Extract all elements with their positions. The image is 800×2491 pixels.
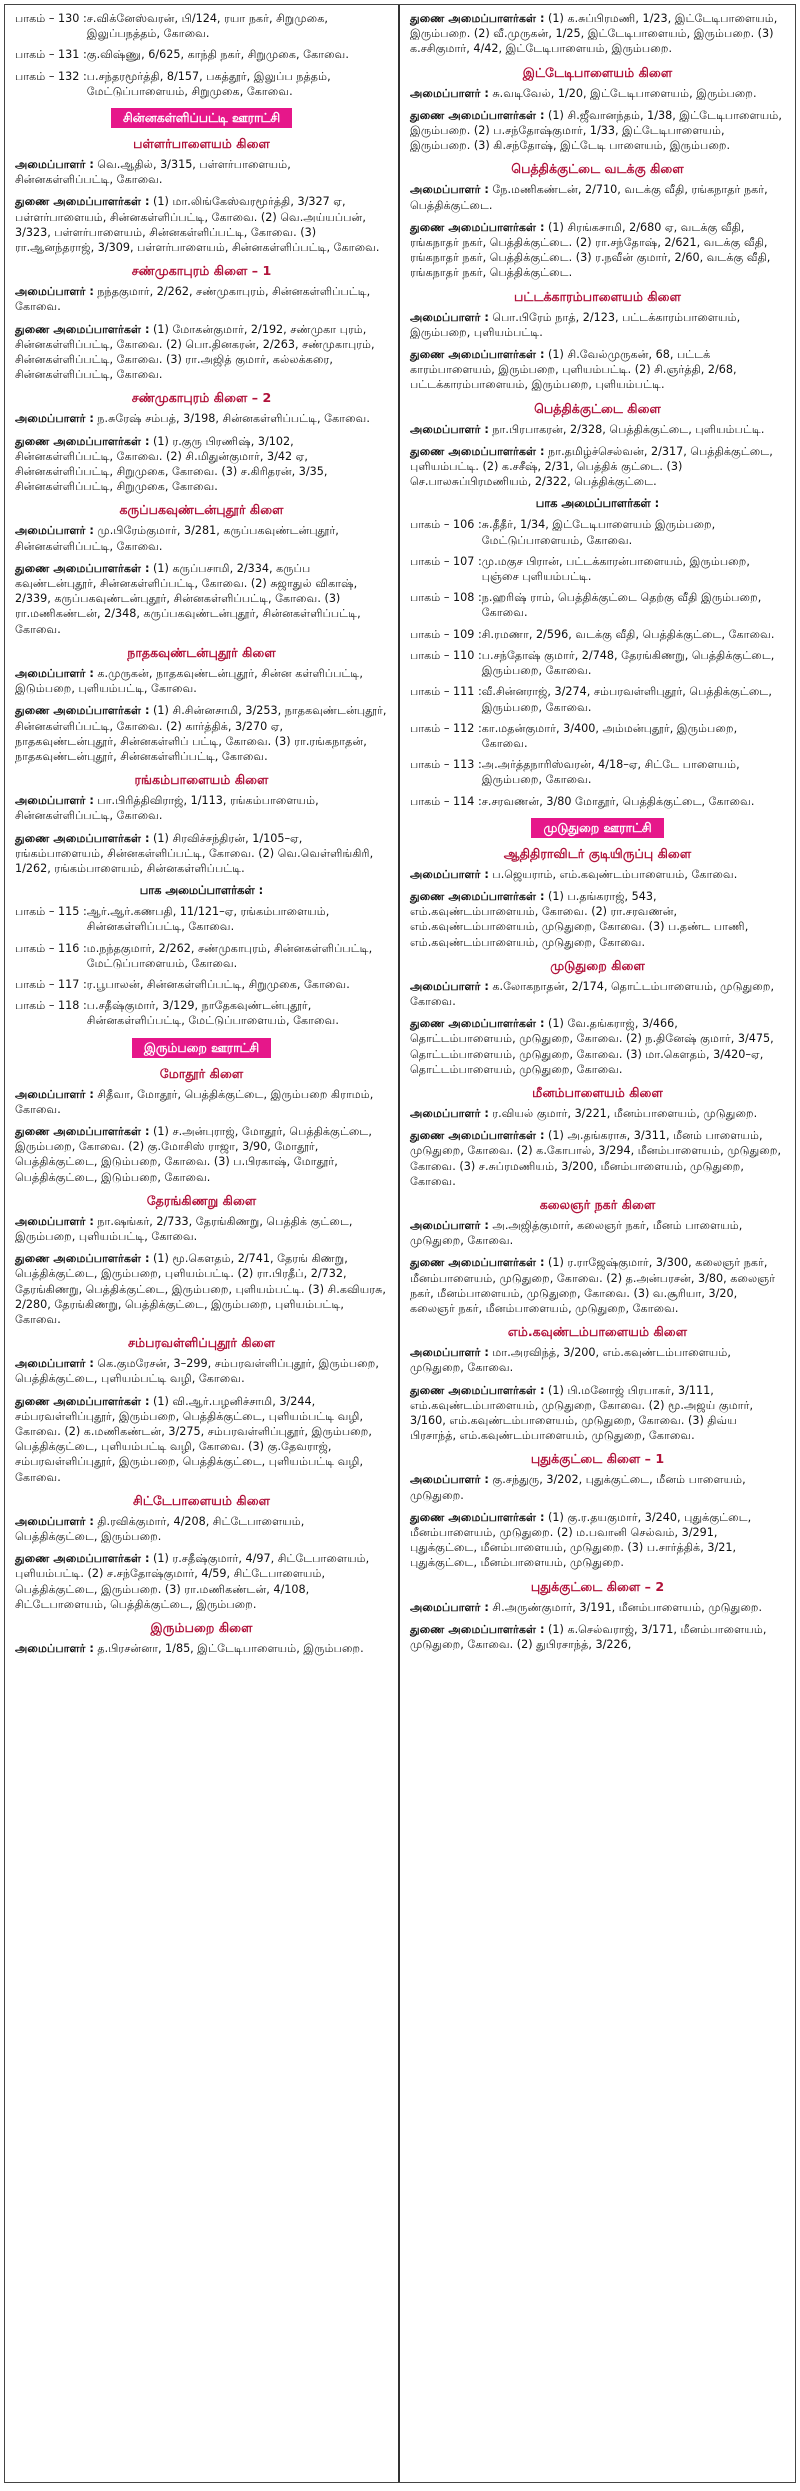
- organiser-entry: [410, 422, 785, 437]
- organiser-entry: [410, 1622, 785, 1652]
- organiser-entry: [15, 523, 388, 553]
- role-label: துணை அமைப்பாளர்கள் :: [410, 889, 545, 903]
- organiser-details: ந.சுரேஷ் சம்பத், 3/198, சின்னகள்ளிப்பட்டி, கோவை.: [93, 412, 370, 426]
- role-label: துணை அமைப்பாளர்கள் :: [15, 561, 150, 575]
- section-subheading: பாக அமைப்பாளர்கள் :: [139, 883, 264, 898]
- organiser-details: நே.மணிகண்டன், 2/710, வடக்கு வீதி, ரங்கநாதர் நகர், பெத்திக்குட்டை.: [410, 183, 768, 212]
- organiser-details: நா.ஷங்கர், 2/733, தேரங்கிணறு, பெத்திக் குட்டை, இரும்பறை, புளியம்பட்டி, கோவை.: [15, 1214, 353, 1243]
- role-label: அமைப்பாளர் :: [410, 422, 489, 436]
- organiser-entry: [15, 1251, 388, 1327]
- part-organiser-details: சி.ரமணா, 2/596, வடக்கு வீதி, பெத்திக்குட்டை, கோவை.: [481, 627, 775, 641]
- organiser-entry: [15, 793, 388, 823]
- organiser-entry: [15, 322, 388, 383]
- branch-heading: ஆதிதிராவிடர் குடியிருப்பு கிளை: [503, 845, 692, 861]
- section-subheading: பாக அமைப்பாளர்கள் :: [535, 496, 660, 511]
- branch-heading: எம்.கவுண்டம்பாளையம் கிளை: [507, 1324, 688, 1340]
- organiser-details: (1) வி.ஆர்.பழனிச்சாமி, 3/244, சம்பரவள்ளிப்புதூர், இரும்பறை, பெத்திக்குட்டை, புளியம்பட்டி வழி, கோவை. (2) க.மணிகண்டன், 3/275, சம்பரவள்ளிப்புதூர், இரும்பறை, பெத்திக்குட்டை, புளியம்பட்டி வழி, கோவை. (3) கு.தேவராஜ், சம்பரவள்ளிப்புதூர், இரும்பறை, பெத்திக்குட்டை, புளியம்பட்டி வழி, கோவை.: [15, 1394, 372, 1484]
- organiser-details: (1) அ.தங்கராசு, 3/311, மீனம் பாளையம், முடுதுறை, கோவை. (2) க.கோபால், 3/294, மீனம்பாளையம், முடுதுறை, கோவை. (3) ச.சுப்ரமணியம், 3/200, மீனம்பாளையம், முடுதுறை, கோவை.: [410, 1129, 782, 1188]
- part-organiser-row: [410, 554, 785, 584]
- role-label: அமைப்பாளர் :: [410, 183, 489, 197]
- organiser-entry: [410, 1218, 785, 1248]
- panchayat-banner: [15, 108, 388, 128]
- role-label: துணை அமைப்பாளர்கள் :: [15, 831, 150, 845]
- organiser-details: சி.அருண்குமார், 3/191, மீனம்பாளையம், முடுதுறை.: [488, 1600, 763, 1614]
- organiser-details: (1) ப.தங்கராஜ், 543, எம்.கவுண்டம்பாளையம், கோவை. (2) ரா.சரவணன், எம்.கவுண்டம்பாளையம், முடுதுறை, கோவை. (3) ப.தண்ட பாணி, எம்.கவுண்டம்பாளையம், முடுதுறை, கோவை.: [410, 889, 749, 949]
- organiser-entry: [410, 347, 785, 393]
- branch-heading: பட்டக்காரம்பாளையம் கிளை: [514, 288, 681, 304]
- part-number: பாகம் – 132 :: [15, 69, 87, 83]
- organiser-details: (1) பி.மனோஜ் பிரபாகர், 3/111, எம்.கவுண்டம்பாளையம், முடுதுறை, கோவை. (2) மூ.அஜய் குமார், 3/160, எம்.கவுண்டம்பாளையம், முடுதுறை, கோவை. (3) திவ்ய பிரசாந்த், எம்.கவுண்டம்பாளையம், முடுதுறை, கோவை.: [410, 1383, 754, 1443]
- branch-heading: பெத்திக்குட்டை கிளை: [534, 400, 661, 416]
- organiser-details: க.முருகன், நாதகவுண்டன்புதூர், சின்ன கள்ளிப்பட்டி, இடும்பறை, புளியம்பட்டி, கோவை.: [15, 666, 363, 696]
- role-label: அமைப்பாளர் :: [410, 867, 489, 881]
- organiser-entry: [15, 1087, 388, 1117]
- part-number: பாகம் – 112 :: [410, 721, 482, 735]
- role-label: அமைப்பாளர் :: [15, 666, 94, 680]
- part-organiser-details: ர.பூபாலன், சின்னகள்ளிப்பட்டி, சிறுமுகை, கோவை.: [86, 977, 350, 991]
- organiser-details: (1) ர.சதீஷ்குமார், 4/97, சிட்டேபாளையம், புளியம்பட்டி. (2) ச.சந்தோஷ்குமார், 4/59, சிட்டேபாளையம், பெத்திக்குட்டை, இரும்பறை. (3) ரா.மணிகண்டன், 4/108, சிட்டேபாளையம், பெத்திக்குட்டை, இரும்பறை.: [15, 1552, 370, 1611]
- role-label: துணை அமைப்பாளர்கள் :: [410, 1622, 545, 1636]
- left-column: [5, 5, 400, 2482]
- part-number: பாகம் – 107 :: [410, 554, 482, 568]
- organiser-details: (1) சி.சின்னசாமி, 3/253, நாதகவுண்டன்புதூர், சின்னகள்ளிப்பட்டி, கோவை. (2) கார்த்திக், 3/270 ஏ, நாதகவுண்டன்புதூர், சின்னகள்ளிப் பட்டி, கோவை. (3) ரா.ரங்கநாதன், நாதகவுண்டன்புதூர், சின்னகள்ளிப்பட்டி, கோவை.: [15, 704, 387, 763]
- part-organiser-row: [15, 11, 388, 41]
- role-label: அமைப்பாளர் :: [15, 1642, 94, 1656]
- organiser-details: (1) மா.லிங்கேஸ்வரமூர்த்தி, 3/327 ஏ, பள்ளர்பாளையம், சின்னகள்ளிப்பட்டி, கோவை. (2) வெ.அய்யப்பன், 3/323, பள்ளர்பாளையம், சின்னகள்ளிப்பட்டி, கோவை. (3) ரா.ஆனந்தராஜ், 3/309, பள்ளர்பாளையம், சின்னகள்ளிப்பட்டி, கோவை.: [15, 195, 380, 255]
- organiser-details: (1) ர.ராஜேஷ்குமார், 3/300, கலைஞர் நகர், மீனம்பாளையம், முடுதுறை, கோவை. (2) த.அன்பரசன், 3/80, கலைஞர் நகர், மீனம்பாளையம், முடுதுறை, கோவை. (3) வ.சூரியா, 3/20, கலைஞர் நகர், மீனம்பாளையம், முடுதுறை, கோவை.: [410, 1256, 776, 1315]
- part-number: பாகம் – 117 :: [15, 977, 87, 991]
- part-number: பாகம் – 109 :: [410, 627, 482, 641]
- branch-heading: சண்முகாபுரம் கிளை – 2: [131, 390, 272, 406]
- organiser-details: (1) கு.ர.தயகுமார், 3/240, புதுக்குட்டை, மீனம்பாளையம், முடுதுறை. (2) ம.பவானி செல்வம், 3/291, புதுக்குட்டை, மீனம்பாளையம், முடுதுறை. (3) ப.சார்த்திக், 3/21, புதுக்குட்டை, மீனம்பாளையம், முடுதுறை.: [410, 1510, 752, 1570]
- organiser-entry: [410, 1600, 785, 1615]
- panchayat-banner: [410, 818, 785, 838]
- branch-heading: ரங்கம்பாளையம் கிளை: [134, 772, 269, 788]
- role-label: துணை அமைப்பாளர்கள் :: [15, 1252, 150, 1266]
- part-organiser-details: கா.மதன்குமார், 3/400, அம்மன்புதூர், இரும்பறை, கோவை.: [481, 721, 738, 750]
- organiser-details: கு.சந்துரு, 3/202, புதுக்குட்டை, மீனம் பாளையம், முடுதுறை.: [410, 1473, 746, 1502]
- role-label: அமைப்பாளர் :: [410, 86, 489, 100]
- role-label: துணை அமைப்பாளர்கள் :: [15, 1124, 150, 1138]
- role-label: அமைப்பாளர் :: [15, 412, 94, 426]
- organiser-entry: [15, 157, 388, 187]
- organiser-entry: [15, 284, 388, 314]
- part-organiser-details: ப.சந்தோஷ் குமார், 2/748, தேரங்கிணறு, பெத்திக்குட்டை, இரும்பறை, கோவை.: [481, 648, 775, 678]
- organiser-details: நா.தமிழ்ச்செல்வன், 2/317, பெத்திக்குட்டை, புளியம்பட்டி. (2) க.சசீஷ், 2/31, பெத்திக் குட்டை. (3) செ.பாலசுப்பிரமணியம், 2/322, பெத்திக்குட்டை.: [410, 444, 773, 489]
- organiser-details: க.லோகநாதன், 2/174, தொட்டம்பாளையம், முடுதுறை, கோவை.: [410, 979, 775, 1008]
- role-label: அமைப்பாளர் :: [410, 1600, 489, 1614]
- organiser-entry: [410, 1016, 785, 1077]
- branch-heading: சண்முகாபுரம் கிளை – 1: [131, 263, 272, 279]
- role-label: துணை அமைப்பாளர்கள் :: [410, 108, 545, 122]
- panchayat-title: இரும்பறை ஊராட்சி: [132, 1038, 271, 1058]
- part-organiser-row: [15, 977, 388, 992]
- role-label: அமைப்பாளர் :: [15, 1087, 94, 1101]
- organiser-entry: [15, 1356, 388, 1386]
- branch-heading: சம்பரவள்ளிப்புதூர் கிளை: [128, 1335, 275, 1351]
- part-number: பாகம் – 111 :: [410, 685, 482, 699]
- part-organiser-row: [15, 47, 388, 62]
- role-label: அமைப்பாளர் :: [410, 979, 489, 993]
- branch-heading: புதுக்குட்டை கிளை – 2: [530, 1578, 665, 1594]
- part-number: பாகம் – 116 :: [15, 941, 87, 955]
- part-number: பாகம் – 114 :: [410, 794, 482, 808]
- branch-heading: கருப்பகவுண்டன்புதூர் கிளை: [119, 502, 284, 518]
- organiser-entry: [410, 86, 785, 101]
- organiser-entry: [15, 411, 388, 426]
- role-label: அமைப்பாளர் :: [410, 310, 489, 324]
- part-number: பாகம் – 130 :: [15, 12, 87, 25]
- part-number: பாகம் – 113 :: [410, 758, 482, 772]
- branch-heading: மோதூர் கிளை: [159, 1065, 244, 1081]
- organiser-details: கெ.குமரேசன், 3–299, சம்பரவள்ளிப்புதூர், இரும்பறை, பெத்திக்குட்டை, புளியம்பட்டி வழி, கோவை.: [15, 1357, 379, 1386]
- part-organiser-details: மு.மகுச பிரான், பட்டக்காரன்பாளையம், இரும்பறை, புஞ்சை புளியம்பட்டி.: [481, 554, 750, 584]
- role-label: துணை அமைப்பாளர்கள் :: [410, 1129, 545, 1143]
- branch-heading: மீனம்பாளையம் கிளை: [532, 1084, 663, 1100]
- part-organiser-details: ச.விக்னேஸ்வரன், பி/124, ரயா நகர், சிறுமுகை, இலுப்பநத்தம், கோவை.: [86, 12, 328, 41]
- branch-heading: நாதகவுண்டன்புதூர் கிளை: [127, 644, 276, 660]
- branch-heading: இட்டேடிபாளையம் கிளை: [522, 64, 673, 80]
- organiser-entry: [410, 182, 785, 212]
- organiser-details: (1) சிரவிச்சந்திரன், 1/105–ஏ, ரங்கம்பாளையம், சின்னகள்ளிப்பட்டி, கோவை. (2) வெ.வெள்ளிங்கிரி, 1/262, ரங்கம்பாளையம், சின்னகள்ளிப்பட்டி.: [15, 831, 374, 875]
- part-number: பாகம் – 110 :: [410, 648, 482, 662]
- organiser-entry: [410, 1472, 785, 1502]
- organiser-entry: [15, 703, 388, 764]
- part-number: பாகம் – 108 :: [410, 591, 482, 605]
- role-label: அமைப்பாளர் :: [410, 1346, 489, 1360]
- role-label: துணை அமைப்பாளர்கள் :: [15, 1394, 150, 1408]
- role-label: துணை அமைப்பாளர்கள் :: [410, 1017, 545, 1031]
- organiser-details: (1) க.சுப்பிரமணி, 1/23, இட்டேடிபாளையம், இரும்பறை. (2) வீ.முருகன், 1/25, இட்டேடிபாளையம், இரும்பறை. (3) க.சசிகுமார், 4/42, இட்டேடிபாளையம், இரும்பறை.: [410, 12, 778, 56]
- organiser-entry: [410, 1510, 785, 1571]
- organiser-details: பொ.பிரேம் நாத், 2/123, பட்டக்காரம்பாளையம், இரும்பறை, புளியம்பட்டி.: [410, 310, 741, 339]
- right-column: [400, 5, 795, 2482]
- role-label: துணை அமைப்பாளர்கள் :: [410, 220, 545, 234]
- organiser-entry: [410, 979, 785, 1009]
- organiser-entry: [15, 666, 388, 696]
- part-organiser-row: [410, 648, 785, 678]
- role-label: துணை அமைப்பாளர்கள் :: [15, 322, 150, 336]
- part-number: பாகம் – 131 :: [15, 48, 87, 62]
- part-organiser-row: [410, 590, 785, 620]
- panchayat-title: சின்னகள்ளிப்பட்டி ஊராட்சி: [111, 108, 292, 128]
- organiser-details: (1) க.செல்வராஜ், 3/171, மீனம்பாளையம், முடுதுறை, கோவை. (2) துபிரசாந்த், 3/226,: [410, 1622, 767, 1652]
- panchayat-banner: [15, 1038, 388, 1058]
- organiser-entry: [410, 1255, 785, 1316]
- part-number: பாகம் – 118 :: [15, 999, 87, 1013]
- organiser-entry: [410, 889, 785, 950]
- part-organiser-details: கு.விஷ்ணு, 6/625, காந்தி நகர், சிறுமுகை, கோவை.: [86, 48, 349, 62]
- role-label: துணை அமைப்பாளர்கள் :: [410, 1383, 545, 1397]
- organiser-details: த.பிரசன்னா, 1/85, இட்டேடிபாளையம், இரும்பறை.: [93, 1642, 364, 1656]
- role-label: அமைப்பாளர் :: [410, 1106, 489, 1120]
- role-label: அமைப்பாளர் :: [15, 1357, 94, 1371]
- role-label: துணை அமைப்பாளர்கள் :: [15, 704, 150, 718]
- part-organiser-details: ந.ஹரிஷ் ராம், பெத்திக்குட்டை தெற்கு வீதி இரும்பறை, கோவை.: [481, 591, 762, 620]
- newspaper-page: [4, 4, 796, 2483]
- part-organiser-row: [410, 684, 785, 714]
- organiser-details: (1) ர.குரு பிரணிஷ், 3/102, சின்னகள்ளிப்பட்டி, கோவை. (2) சி.மிதுன்குமார், 3/42 ஏ, சின்னகள்ளிப்பட்டி, சிறுமுகை, கோவை. (3) ச.கிரிதரன், 3/35, சின்னகள்ளிப்பட்டி, சிறுமுகை, கோவை.: [15, 434, 328, 494]
- branch-heading: தேரங்கிணறு கிளை: [146, 1192, 257, 1208]
- part-organiser-row: [410, 517, 785, 547]
- role-label: அமைப்பாளர் :: [410, 1218, 489, 1232]
- organiser-entry: [410, 11, 785, 57]
- organiser-details: (1) மூ.கௌதம், 2/741, தேரங் கிணறு, பெத்திக்குட்டை, இரும்பறை, புளியம்பட்டி. (2) ரா.பிரதீப், 2/732, தேரங்கிணறு, பெத்திக்குட்டை, இரும்பறை, புளியம்பட்டி. (3) சி.கவியரசு, 2/280, தேரங்கிணறு, பெத்திக்குட்டை, இரும்பறை, புளியம்பட்டி, கோவை.: [15, 1252, 386, 1326]
- branch-heading: பெத்திக்குட்டை வடக்கு கிளை: [511, 161, 684, 177]
- branch-heading: சிட்டேபாளையம் கிளை: [132, 1492, 270, 1508]
- organiser-entry: [15, 831, 388, 877]
- organiser-entry: [410, 867, 785, 882]
- role-label: அமைப்பாளர் :: [15, 794, 94, 808]
- organiser-entry: [15, 194, 388, 255]
- organiser-details: (1) சிரங்கசாமி, 2/680 ஏ, வடக்கு வீதி, ரங்கநாதர் நகர், பெத்திக்குட்டை. (2) ரா.சந்தோஷ், 2/621, வடக்கு வீதி, ரங்கநாதர் நகர், பெத்திக்குட்டை. (3) ர.நவீன் குமார், 2/60, வடக்கு வீதி, ரங்கநாதர் நகர், பெத்திக்குட்டை.: [410, 220, 771, 280]
- branch-heading: முடுதுறை கிளை: [550, 957, 645, 973]
- organiser-details: நா.பிரபாகரன், 2/328, பெத்திக்குட்டை, புளியம்பட்டி.: [488, 422, 765, 436]
- organiser-entry: [15, 1514, 388, 1544]
- organiser-entry: [15, 1214, 388, 1244]
- role-label: அமைப்பாளர் :: [15, 285, 94, 299]
- part-organiser-row: [15, 998, 388, 1028]
- role-label: துணை அமைப்பாளர்கள் :: [410, 348, 545, 362]
- part-organiser-row: [15, 941, 388, 971]
- role-label: அமைப்பாளர் :: [410, 1473, 489, 1487]
- organiser-details: சிதீவா, மோதூர், பெத்திக்குட்டை, இரும்பறை கிராமம், கோவை.: [15, 1087, 374, 1116]
- organiser-details: அ.அஜித்குமார், கலைஞர் நகர், மீனம் பாளையம், முடுதுறை, கோவை.: [410, 1218, 743, 1248]
- role-label: அமைப்பாளர் :: [15, 1514, 94, 1528]
- part-organiser-row: [410, 627, 785, 642]
- role-label: துணை அமைப்பாளர்கள் :: [15, 1552, 150, 1566]
- branch-heading: கலைஞர் நகர் கிளை: [539, 1196, 656, 1212]
- role-label: துணை அமைப்பாளர்கள் :: [410, 1256, 545, 1270]
- organiser-details: சு.வடிவேல், 1/20, இட்டேடிபாளையம், இரும்பறை.: [488, 86, 757, 100]
- role-label: அமைப்பாளர் :: [15, 158, 94, 172]
- part-organiser-details: ம.நந்தகுமார், 2/262, சண்முகாபுரம், சின்னகள்ளிப்பட்டி, மேட்டுப்பாளையம், கோவை.: [86, 941, 373, 970]
- organiser-entry: [410, 310, 785, 340]
- role-label: துணை அமைப்பாளர்கள் :: [410, 1510, 545, 1524]
- organiser-entry: [15, 434, 388, 495]
- organiser-details: பா.பிரித்திவிராஜ், 1/113, ரங்கம்பாளையம், சின்னகள்ளிப்பட்டி, கோவை.: [15, 794, 319, 823]
- organiser-entry: [410, 220, 785, 281]
- role-label: துணை அமைப்பாளர்கள் :: [410, 444, 545, 458]
- part-organiser-details: சு.தீதீர், 1/34, இட்டேடிபாளையம் இரும்பறை, மேட்டுப்பாளையம், கோவை.: [481, 518, 716, 547]
- organiser-details: (1) கருப்பசாமி, 2/334, கருப்ப கவுண்டன்புதூர், சின்னகள்ளிப்பட்டி, கோவை. (2) சுஜாதுல் விகாஷ், 2/339, கருப்பகவுண்டன்புதூர், சின்னகள்ளிப்பட்டி, கோவை. (3) ரா.மணிகண்டன், 2/348, கருப்பகவுண்டன்புதூர், சின்னகள்ளிப்பட்டி, கோவை.: [15, 561, 361, 636]
- part-organiser-row: [410, 721, 785, 751]
- role-label: அமைப்பாளர் :: [15, 1214, 94, 1228]
- part-organiser-details: அ.அர்த்தநாரிஸ்வரன், 4/18–ஏ, சிட்டே பாளையம், இரும்பறை, கோவை.: [481, 758, 740, 787]
- organiser-details: (1) ச.அன்புராஜ், மோதூர், பெத்திக்குட்டை, இரும்பறை, கோவை. (2) கு.மோசிஸ் ராஜா, 3/90, மோதூர், பெத்திக்குட்டை, இடும்பறை, கோவை. (3) ப.பிரகாஷ், மோதூர், பெத்திக்குட்டை, இடும்பறை, கோவை.: [15, 1124, 372, 1184]
- role-label: துணை அமைப்பாளர்கள் :: [410, 12, 545, 25]
- organiser-details: (1) வே.தங்கராஜ், 3/466, தொட்டம்பாளையம், முடுதுறை, கோவை. (2) ந.தினேஷ் குமார், 3/475, தொட்டம்பாளையம், முடுதுறை, கோவை. (3) மா.கௌதம், 3/420–ஏ, தொட்டம்பாளையம், முடுதுறை, கோவை.: [410, 1017, 774, 1076]
- part-organiser-row: [410, 757, 785, 787]
- role-label: அமைப்பாளர் :: [15, 524, 94, 538]
- role-label: துணை அமைப்பாளர்கள் :: [15, 434, 150, 448]
- organiser-details: மா.அரவிந்த், 3/200, எம்.கவுண்டம்பாளையம், முடுதுறை, கோவை.: [410, 1346, 731, 1375]
- organiser-entry: [410, 1383, 785, 1444]
- branch-heading: புதுக்குட்டை கிளை – 1: [530, 1451, 665, 1467]
- branch-heading: இரும்பறை கிளை: [150, 1620, 253, 1636]
- organiser-details: வெ.ஆதில், 3/315, பள்ளர்பாளையம், சின்னகள்ளிப்பட்டி, கோவை.: [15, 158, 291, 187]
- panchayat-title: முடுதுறை ஊராட்சி: [531, 818, 663, 838]
- part-number: பாகம் – 115 :: [15, 905, 87, 919]
- organiser-entry: [15, 1394, 388, 1485]
- organiser-details: மு.பிரேம்குமார், 3/281, கருப்பகவுண்டன்புதூர், சின்னகள்ளிப்பட்டி, கோவை.: [15, 524, 339, 553]
- organiser-details: ப.ஜெயராம், எம்.கவுண்டம்பாளையம், கோவை.: [488, 867, 738, 881]
- organiser-entry: [15, 1641, 388, 1656]
- branch-heading: பள்ளர்பாளையம் கிளை: [133, 136, 270, 152]
- organiser-details: ர.வியல் குமார், 3/221, மீனம்பாளையம், முடுதுறை.: [488, 1106, 758, 1120]
- role-label: துணை அமைப்பாளர்கள் :: [15, 195, 150, 209]
- part-organiser-details: ஆர்.ஆர்.கணபதி, 11/121–ஏ, ரங்கம்பாளையம், சின்னகள்ளிப்பட்டி, கோவை.: [86, 905, 330, 934]
- part-organiser-details: ப.சந்தரமூர்த்தி, 8/157, பகத்தூர், இலுப்ப நத்தம், மேட்டுப்பாளையம், சிறுமுகை, கோவை.: [86, 69, 331, 98]
- organiser-entry: [410, 1106, 785, 1121]
- organiser-details: (1) மோகன்குமார், 2/192, சண்முகா புரம், சின்னகள்ளிப்பட்டி, கோவை. (2) பொ.தினகரன், 2/263, சண்முகாபுரம், சின்னகள்ளிப்பட்டி, கோவை. (3) ரா.அஜித் குமார், கல்லக்கரை, சின்னகள்ளிப்பட்டி, கோவை.: [15, 322, 375, 382]
- organiser-entry: [15, 1551, 388, 1612]
- part-organiser-row: [410, 794, 785, 809]
- part-number: பாகம் – 106 :: [410, 518, 482, 532]
- organiser-entry: [410, 1345, 785, 1375]
- part-organiser-row: [15, 904, 388, 934]
- organiser-details: (1) சி.ஜீவானந்தம், 1/38, இட்டேடிபாளையம், இரும்பறை. (2) ப.சந்தோஷ்குமார், 1/33, இட்டேடிபாளையம், இரும்பறை. (3) கி.சந்தோஷ், இட்டேடி பாளையம், இரும்பறை.: [410, 108, 782, 153]
- organiser-entry: [15, 561, 388, 637]
- organiser-details: நந்தகுமார், 2/262, சண்முகாபுரம், சின்னகள்ளிப்பட்டி, கோவை.: [15, 285, 371, 314]
- organiser-entry: [15, 1124, 388, 1185]
- part-organiser-details: வீ.சின்னராஜ், 3/274, சம்பரவள்ளிபுதூர், பெத்திக்குட்டை, இரும்பறை, கோவை.: [481, 685, 772, 714]
- organiser-entry: [410, 1128, 785, 1189]
- part-organiser-row: [15, 69, 388, 99]
- organiser-details: (1) சி.வேல்முருகன், 68, பட்டக் காரம்பாளையம், இரும்பறை, புளியம்பட்டி. (2) சி.ஞர்த்தி, 2/68, பட்டக்காரம்பாளையம், இரும்பறை, புளியம்பட்டி.: [410, 348, 737, 392]
- organiser-entry: [410, 108, 785, 154]
- organiser-details: தி.ரவிக்குமார், 4/208, சிட்டேபாளையம், பெத்திக்குட்டை, இரும்பறை.: [15, 1514, 305, 1544]
- organiser-entry: [410, 444, 785, 490]
- part-organiser-details: ப.சதீஷ்குமார், 3/129, நாதேகவுண்டன்புதூர், சின்னகள்ளிப்பட்டி, மேட்டுப்பாளையம், கோவை.: [86, 999, 339, 1028]
- part-organiser-details: ச.சரவணன், 3/80 மோதூர், பெத்திக்குட்டை, கோவை.: [481, 794, 755, 808]
